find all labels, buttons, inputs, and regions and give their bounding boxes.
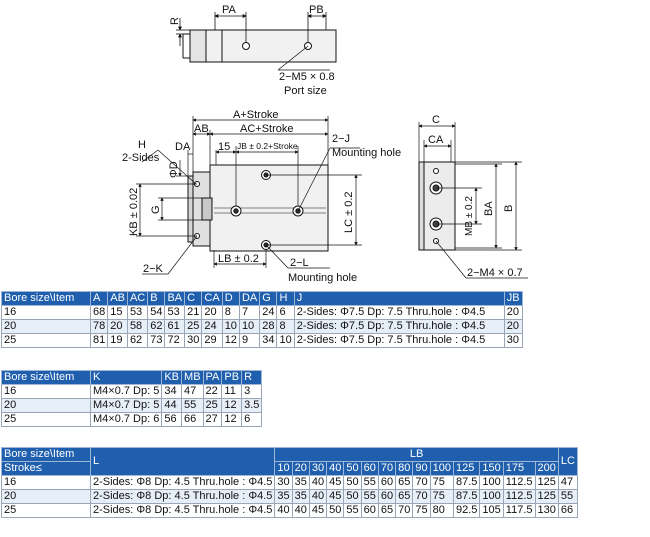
header-l: L [91, 448, 275, 476]
cell: 34 [162, 385, 182, 399]
cell: 24 [202, 320, 222, 334]
dim-j-label: 2−J [332, 133, 351, 145]
mounting-hole-bottom-label: Mounting hole [288, 272, 358, 284]
cell: 34 [260, 334, 277, 348]
stroke-50: 50 [344, 462, 361, 476]
header-ca: CA [202, 292, 222, 306]
cell: 50 [344, 476, 361, 490]
cell: 66 [558, 504, 577, 518]
cell: 105 [480, 504, 503, 518]
cell: 10 [239, 320, 259, 334]
cell: 44 [162, 399, 182, 413]
header-g: G [260, 292, 277, 306]
cell: M4×0.7 Dp: 6 [91, 413, 162, 427]
table-header-row [2, 292, 523, 306]
cell: 112.5 [503, 476, 535, 490]
cell: 29 [202, 334, 222, 348]
table-row [2, 504, 578, 518]
cell: 30 [275, 476, 292, 490]
cell: M4×0.7 Dp: 5 [91, 385, 162, 399]
cell: 60 [378, 476, 395, 490]
cell: 81 [91, 334, 108, 348]
cell: 20 [108, 320, 128, 334]
dim-mb-label: MB ± 0.2 [464, 196, 475, 236]
cell: 92.5 [454, 504, 480, 518]
dim-lb-label: LB ± 0.2 [218, 253, 259, 265]
stroke-40: 40 [327, 462, 344, 476]
cell: 20 [2, 320, 91, 334]
cell: 130 [535, 504, 558, 518]
table-header-row [2, 448, 578, 462]
cell: 45 [327, 490, 344, 504]
cell: 15 [108, 306, 128, 320]
table-row [2, 490, 578, 504]
cell: 55 [361, 490, 378, 504]
header-d: D [222, 292, 239, 306]
dim-r-label: R [169, 17, 181, 25]
cell: 12 [222, 334, 239, 348]
cell: 40 [309, 490, 326, 504]
cell: 78 [91, 320, 108, 334]
stroke-10: 10 [275, 462, 292, 476]
header-ac: AC [127, 292, 147, 306]
header-kb: KB [162, 371, 182, 385]
cell: 20 [2, 490, 91, 504]
dim-15-label: 15 [218, 141, 231, 153]
dim-jb-label: JB ± 0.2+Stroke [237, 141, 298, 151]
table-row [2, 320, 523, 334]
table-row [2, 385, 262, 399]
cell: 53 [165, 306, 185, 320]
dim-g-label: G [150, 205, 162, 214]
cell: 55 [558, 490, 577, 504]
header-jb: JB [504, 292, 522, 306]
cell: 50 [344, 490, 361, 504]
cell: 16 [2, 476, 91, 490]
stroke-20: 20 [292, 462, 309, 476]
cell: 45 [327, 476, 344, 490]
header-pb: PB [222, 371, 242, 385]
stroke-200: 200 [535, 462, 558, 476]
cell: 2-Sides: Φ8 Dp: 4.5 Thru.hole : Φ4.5 [91, 490, 275, 504]
top-view [176, 12, 336, 70]
cell: 60 [378, 490, 395, 504]
cell: 25 [2, 334, 91, 348]
header-k: K [91, 371, 162, 385]
cell: 40 [275, 504, 292, 518]
header-h: H [277, 292, 294, 306]
stroke-175: 175 [503, 462, 535, 476]
cell: 70 [413, 490, 430, 504]
cell: 22 [203, 385, 222, 399]
mounting-hole-top-label: Mounting hole [332, 147, 402, 159]
cell: 55 [361, 476, 378, 490]
cell: 2-Sides: Φ7.5 Dp: 7.5 Thru.hole : Φ4.5 [294, 306, 504, 320]
dim-h-label: H [138, 139, 146, 151]
cell: 6 [242, 413, 262, 427]
cell: 58 [127, 320, 147, 334]
cell: 55 [182, 399, 204, 413]
cell: 20 [504, 320, 522, 334]
dim-pb-label: PB [309, 4, 324, 16]
cell: 62 [127, 334, 147, 348]
cell: 45 [309, 504, 326, 518]
cell: 60 [361, 504, 378, 518]
dim-ca-label: CA [428, 134, 444, 146]
cell: 70 [413, 476, 430, 490]
dim-b-label: B [503, 204, 515, 212]
cell: 3.5 [242, 399, 262, 413]
header-a: A [91, 292, 108, 306]
dim-l-label: 2−L [290, 257, 309, 269]
port-caption: Port size [284, 85, 327, 97]
stroke-90: 90 [413, 462, 430, 476]
cell: 10 [222, 320, 239, 334]
cell: 11 [222, 385, 242, 399]
table-row [2, 399, 262, 413]
cell: 66 [182, 413, 204, 427]
cell: 20 [202, 306, 222, 320]
table-row [2, 334, 523, 348]
cell: 10 [277, 334, 294, 348]
top-view-end-plate [190, 30, 206, 62]
cell: 27 [203, 413, 222, 427]
cell: 20 [504, 306, 522, 320]
header-lb: LB [275, 448, 558, 462]
cell: 40 [309, 476, 326, 490]
header-c: C [185, 292, 202, 306]
cell: 35 [292, 490, 309, 504]
cell: 47 [182, 385, 204, 399]
port-hole-left [243, 43, 250, 50]
cell: 35 [292, 476, 309, 490]
cell: 80 [430, 504, 453, 518]
cell: 3 [242, 385, 262, 399]
front-view [136, 116, 362, 274]
header-bore-size: Bore size\Item [2, 292, 91, 306]
table-row [2, 306, 523, 320]
cell: 62 [148, 320, 165, 334]
cell: 25 [203, 399, 222, 413]
dim-ac-label: AC+Stroke [240, 123, 294, 135]
header-bore-size: Bore size\Item [2, 448, 91, 462]
header-pa: PA [203, 371, 222, 385]
cell: 50 [327, 504, 344, 518]
dim-lc-label: LC ± 0.2 [343, 191, 355, 233]
cell: 47 [558, 476, 577, 490]
dim-pa-label: PA [222, 4, 236, 16]
cell: 65 [396, 476, 413, 490]
cell: 72 [165, 334, 185, 348]
stroke-125: 125 [454, 462, 480, 476]
stroke-70: 70 [378, 462, 395, 476]
header-mb: MB [182, 371, 204, 385]
cell: 16 [2, 385, 91, 399]
cell: 65 [378, 504, 395, 518]
dim-k-label: 2−K [143, 263, 163, 275]
dim-phid-label: ΦD [168, 161, 180, 178]
dimension-table-2 [1, 370, 262, 427]
dimension-table-1 [1, 291, 523, 348]
table-header-row [2, 371, 262, 385]
cell: 125 [535, 476, 558, 490]
header-b: B [148, 292, 165, 306]
cell: 9 [239, 334, 259, 348]
stroke-30: 30 [309, 462, 326, 476]
header-stroke: Stroke≤ [2, 462, 91, 476]
stroke-60: 60 [361, 462, 378, 476]
cell: 21 [185, 306, 202, 320]
cell: 75 [413, 504, 430, 518]
cell: 68 [91, 306, 108, 320]
dim-ba-label: BA [483, 201, 495, 216]
cell: 75 [430, 490, 453, 504]
dim-a-label: A+Stroke [233, 109, 279, 121]
cell: 8 [222, 306, 239, 320]
header-lc: LC [558, 448, 577, 476]
table-row [2, 476, 578, 490]
cell: 7 [239, 306, 259, 320]
cell: 20 [2, 399, 91, 413]
cell: M4×0.7 Dp: 5 [91, 399, 162, 413]
cell: 56 [162, 413, 182, 427]
cell: 28 [260, 320, 277, 334]
cell: 12 [222, 399, 242, 413]
cell: 53 [127, 306, 147, 320]
cell: 117.5 [503, 504, 535, 518]
stroke-100: 100 [430, 462, 453, 476]
cell: 24 [260, 306, 277, 320]
cell: 55 [344, 504, 361, 518]
cell: 65 [396, 490, 413, 504]
cell: 73 [148, 334, 165, 348]
cell: 12 [222, 413, 242, 427]
cell: 2-Sides: Φ7.5 Dp: 7.5 Thru.hole : Φ4.5 [294, 320, 504, 334]
dimension-table-3 [1, 447, 578, 518]
cell: 2-Sides: Φ7.5 Dp: 7.5 Thru.hole : Φ4.5 [294, 334, 504, 348]
cell: 75 [430, 476, 453, 490]
cell: 112.5 [503, 490, 535, 504]
cell: 8 [277, 320, 294, 334]
cell: 2-Sides: Φ8 Dp: 4.5 Thru.hole : Φ4.5 [91, 476, 275, 490]
port-label: 2−M5 × 0.8 [279, 71, 335, 83]
cell: 125 [535, 490, 558, 504]
header-ab: AB [108, 292, 128, 306]
top-view-body [206, 30, 336, 62]
cell: 87.5 [454, 490, 480, 504]
header-bore-size: Bore size\Item [2, 371, 91, 385]
stroke-80: 80 [396, 462, 413, 476]
cell: 40 [292, 504, 309, 518]
cell: 87.5 [454, 476, 480, 490]
cell: 100 [480, 490, 503, 504]
cell: 70 [396, 504, 413, 518]
dim-da-label: DA [175, 141, 191, 153]
cell: 61 [165, 320, 185, 334]
dim-kb-label: KB ± 0.02 [128, 187, 140, 236]
cell: 25 [2, 413, 91, 427]
stroke-150: 150 [480, 462, 503, 476]
header-j: J [294, 292, 504, 306]
header-ba: BA [165, 292, 185, 306]
thread-label: 2−M4 × 0.7 [467, 267, 523, 279]
cell: 35 [275, 490, 292, 504]
cell: 100 [480, 476, 503, 490]
dim-2sides-label: 2-Sides [122, 152, 160, 164]
cell: 2-Sides: Φ8 Dp: 4.5 Thru.hole : Φ4.5 [91, 504, 275, 518]
cell: 25 [185, 320, 202, 334]
dim-ab-label: AB [194, 123, 209, 135]
table-subheader-row [2, 462, 578, 476]
cell: 6 [277, 306, 294, 320]
dim-c-label: C [432, 114, 440, 126]
header-da: DA [239, 292, 259, 306]
cell: 30 [185, 334, 202, 348]
cell: 25 [2, 504, 91, 518]
cell: 30 [504, 334, 522, 348]
cell: 16 [2, 306, 91, 320]
cell: 19 [108, 334, 128, 348]
table-row [2, 413, 262, 427]
header-r: R [242, 371, 262, 385]
cell: 54 [148, 306, 165, 320]
